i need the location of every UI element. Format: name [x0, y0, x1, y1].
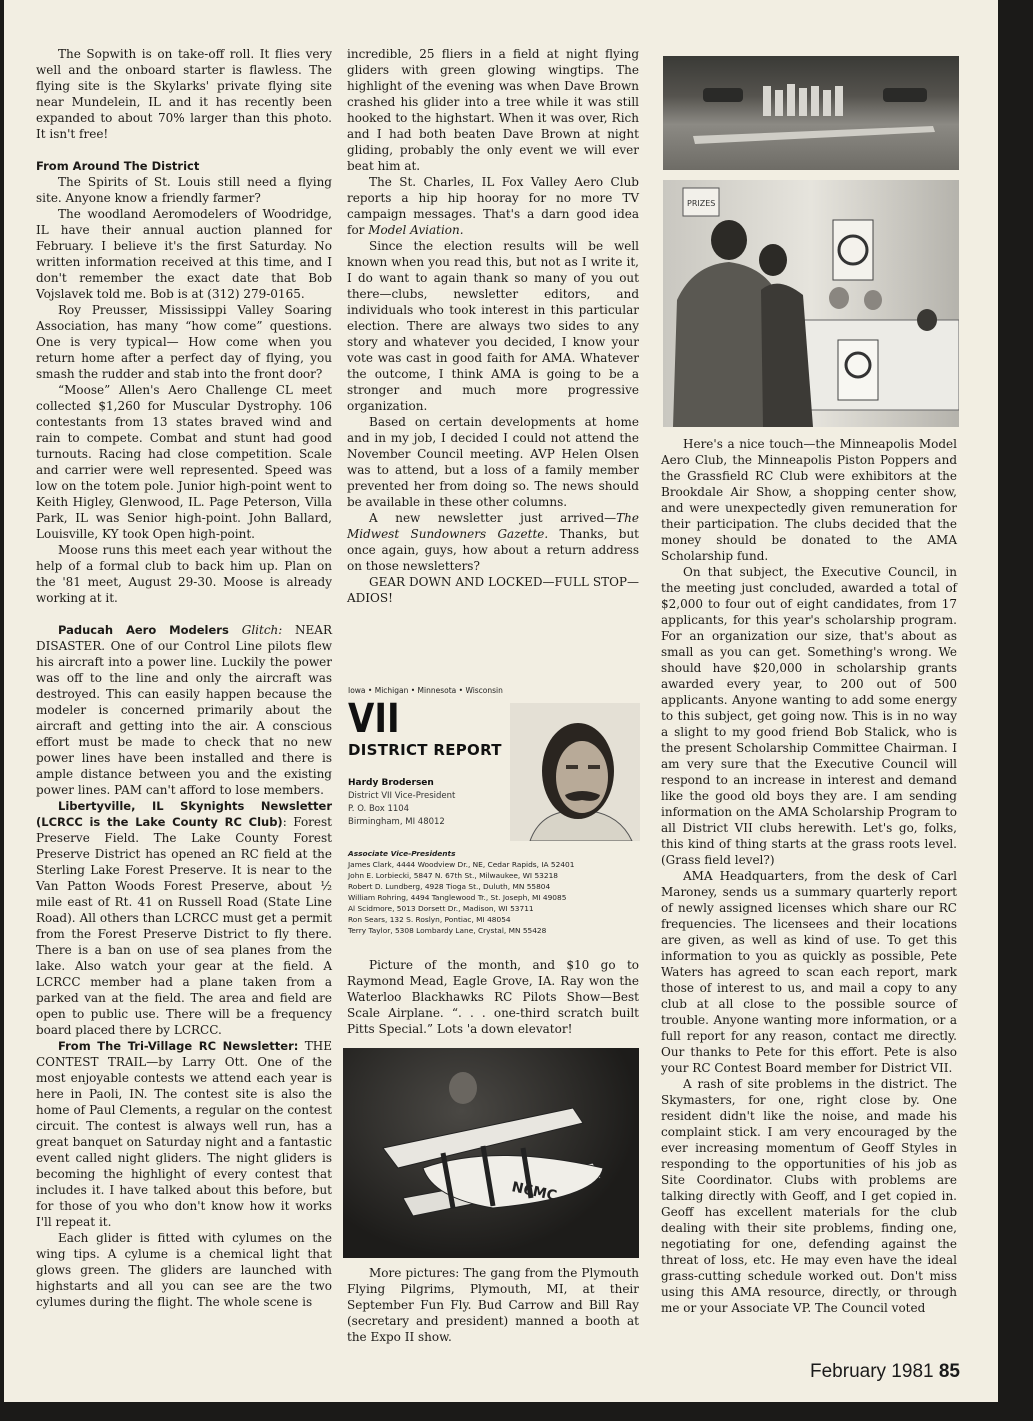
bold-lead-text: Paducah Aero Modelers	[58, 623, 242, 637]
paragraph-text: GEAR DOWN AND LOCKED—FULL STOP—ADIOS!	[347, 575, 639, 605]
bold-lead-text: Libertyville, IL Skynights Newsletter (LCRCC is the Lake County RC Club)	[36, 799, 332, 829]
paragraph-text: The Spirits of St. Louis still need a flying site. Anyone know a friendly farmer?	[36, 175, 332, 205]
article-paragraph	[347, 510, 639, 574]
avp-item: Robert D. Lundberg, 4928 Tioga St., Duluth, MN 55804	[348, 882, 551, 891]
district-report-header	[348, 686, 518, 829]
article-paragraph	[347, 238, 639, 414]
paragraph-text: NEAR DISASTER. One of our Control Line pilots flew his aircraft into a power line. Luckily the power was off to the line and only the aircraft was destroyed. This can easily happen because the modeler is concerned primarily about the aircraft and getting into the air. A conscious effort must be made to check that no new power lines have been installed and there is ample distance between you and the existing power lines. PAM can't afford to lose members.	[36, 623, 333, 797]
italic-text: The Midwest Sundowners Gazette.	[347, 511, 639, 541]
district-numeral: VII	[348, 696, 400, 742]
avp-item: Al Scidmore, 5013 Dorsett Dr., Madison, WI 53711	[348, 904, 534, 913]
article-paragraph	[347, 174, 639, 238]
author-role: District VII Vice-President	[348, 791, 456, 801]
article-paragraph	[36, 302, 332, 382]
article-paragraph	[36, 382, 332, 542]
article-paragraph	[347, 1265, 639, 1345]
article-paragraph	[347, 46, 639, 174]
booth-sign: PRIZES	[687, 199, 716, 208]
expo-booth-photo	[663, 180, 959, 427]
paragraph-text: “Moose” Allen's Aero Challenge CL meet collected $1,260 for Muscular Dystrophy. 106 contestants from 13 states braved wind and rain to compete. Combat and stunt had good turnouts. Racing had close competition. Scale and carrier were well represented. Speed was low on the totem pole. Junior high-point went to Keith Higley, Glenwood, IL. Page Peterson, Villa Park, IL was Senior high-point. John Ballard, Louisville, KY took Open high-point.	[36, 383, 332, 541]
paragraph-text: Here's a nice touch—the Minneapolis Model Aero Club, the Minneapolis Piston Poppers and the Grassfield RC Club were exhibitors at the Brookdale Air Show, a shopping center show, and were unexpectedly given remuneration for their participation. The clubs decided that the money should be donated to the AMA Scholarship fund.	[661, 437, 957, 563]
column-2-text	[347, 46, 639, 606]
article-paragraph	[661, 868, 957, 1076]
pitts-special-photo	[343, 1048, 639, 1258]
article-paragraph	[36, 798, 332, 1038]
paragraph-text: The St. Charles, IL Fox Valley Aero Club reports a hip hip hooray for no more TV campaign messages. That's a darn good idea for	[347, 175, 639, 237]
paragraph-text: A new newsletter just arrived—	[369, 511, 617, 525]
fun-fly-group-photo	[663, 56, 959, 170]
magazine-page	[4, 0, 998, 1402]
author-address-2: Birmingham, MI 48012	[348, 817, 445, 827]
article-paragraph	[36, 622, 332, 798]
biplane-image	[343, 1048, 639, 1258]
page-number: 85	[938, 1361, 960, 1382]
article-paragraph	[347, 414, 639, 510]
more-pictures-caption	[347, 1265, 639, 1345]
paragraph-text: The woodland Aeromodelers of Woodridge, IL have their annual auction planned for February. I believe it's the first Saturday. No written information received at this time, and I don't remember the exact date that Bob Vojslavek told me. Bob is at (312) 279-0165.	[36, 207, 332, 301]
paragraph-text: On that subject, the Executive Council, in the meeting just concluded, awarded a total of $2,000 to four out of eight candidates, from 17 applicants, for this year's scholarship program. For an organization our size, that's about as small as you can get. Something's wrong. We should have $20,000 in scholarship grants awarded every year, to 200 out of 500 applicants. Anyone wanting to add some energy to this subject, get going now. This is in no way a slight to my good friend Bob Stalick, who is the present Scholarship Committee Chairman. I am very sure that the Executive Council will respond to an increase in interest and demand like the good old boys they are. I am sending information on the AMA Scholarship Program to all District VII clubs herewith. Let's go, folks, this kind of thing starts at the grass roots level. (Grass field level?)	[661, 565, 957, 867]
paragraph-text: Roy Preusser, Mississippi Valley Soaring Association, has many “how come” questions. One is very typical— How come when you return home after a perfect day of flying, you smash the rudder and stab into the front door?	[36, 303, 332, 381]
bold-lead-text: From The Tri-Village RC Newsletter:	[58, 1039, 299, 1053]
italic-text: Model Aviation.	[368, 223, 464, 237]
avp-item: James Clark, 4444 Woodview Dr., NE, Cedar Rapids, IA 52401	[348, 860, 575, 869]
district-report-title: DISTRICT REPORT	[348, 741, 502, 759]
paragraph-text: AMA Headquarters, from the desk of Carl Maroney, sends us a summary quarterly report of newly assigned licenses which share our RC frequencies. The licensees and their locations are given, as well as kind of use. To get this information to you as quickly as possible, Pete Waters has agreed to scan each report, mark those of interest to us, and mail a copy to any club at all close to the possible source of trouble. Anyone wanting more information, or a full report for any reason, contact me directly. Our thanks to Pete for this effort. Pete is also your RC Contest Board member for District VII.	[661, 869, 957, 1075]
article-paragraph	[661, 564, 957, 868]
paragraph-text: incredible, 25 fliers in a field at night flying gliders with green glowing wingtips. The highlight of the evening was when Dave Brown crashed his glider into a tree while it was still hooked to the highstart. When it was over, Rich and I had both beaten Dave Brown at night gliding, probably the only event we will ever beat him at.	[347, 47, 639, 173]
bold-lead-text: From Around The District	[36, 159, 200, 173]
picture-of-month-text	[347, 957, 639, 1037]
article-paragraph	[36, 206, 332, 302]
group-image	[663, 56, 959, 170]
avp-item: John E. Lorbiecki, 5847 N. 67th St., Milwaukee, WI 53218	[348, 871, 558, 880]
article-paragraph	[36, 174, 332, 206]
avp-item: Ron Sears, 132 S. Roslyn, Pontiac, MI 48054	[348, 915, 511, 924]
author-address-1: P. O. Box 1104	[348, 804, 410, 814]
paragraph-text: THE CONTEST TRAIL—by Larry Ott. One of the most enjoyable contests we attend each year is here in Paoli, IN. The contest site is also the home of Paul Clements, a regular on the contest circuit. The contest is always well run, has a great banquet on Saturday night and a fantastic event called night gliders. The night gliders is becoming the highlight of every contest that includes it. I have talked about this before, but for those of you who don't know how it works I'll repeat it.	[36, 1039, 332, 1229]
paragraph-text: Moose runs this meet each year without the help of a formal club to back him up. Plan on the '81 meet, August 29-30. Moose is already working at it.	[36, 543, 332, 605]
paragraph-text: Based on certain developments at home and in my job, I decided I could not attend the November Council meeting. AVP Helen Olsen was to attend, but a loss of a family member prevented her from doing so. The news should be available in these other columns.	[347, 415, 639, 509]
article-paragraph	[36, 1230, 332, 1310]
paragraph-text: More pictures: The gang from the Plymouth Flying Pilgrims, Plymouth, MI, at their September Fun Fly. Bud Carrow and Bill Ray (secretary and president) manned a booth at the Expo II show.	[347, 1266, 639, 1344]
article-paragraph	[36, 542, 332, 606]
paragraph-text: Picture of the month, and $10 go to Raymond Mead, Eagle Grove, IA. Ray won the Waterloo Blackhawks RC Pilots Show—Best Scale Airplane. “. . . one-third scratch built Pitts Special.” Lots 'a down elevator!	[347, 958, 639, 1036]
author-portrait-photo	[510, 703, 640, 841]
paragraph-text: : Forest Preserve Field. The Lake County Forest Preserve District has opened an RC field at the Sterling Lake Forest Preserve. It is near to the Van Patton Woods Forest Preserve, about ½ mile east of Rt. 41 on Russell Road (State Line Road). All others than LCRCC must get a permit from the Forest Preserve District to fly there. There is a ban on use of sea planes from the lake. Also watch your gear at the field. A LCRCC member had a plane taken from a parked van at the field. The area and field are open to public use. There will be a frequency board placed there by LCRCC.	[36, 815, 332, 1037]
district-states: Iowa • Michigan • Minnesota • Wisconsin	[348, 686, 503, 695]
avp-item: William Rohring, 4494 Tanglewood Tr., St. Joseph, MI 49085	[348, 893, 567, 902]
paragraph-text: A rash of site problems in the district. The Skymasters, for one, right close by. One resident didn't like the noise, and made his complaint stick. I am very encouraged by the ever increasing momentum of Geoff Styles in responding to the opportunities of his job as Site Coordinator. Clubs with problems are talking directly with Geoff, and I get copied in. Geoff has excellent materials for the club dealing with their site problems, finding one, negotiating for one, defending against the threat of loss, etc. He may even have the ideal grass-cutting schedule worked out. Don't miss using this AMA resource, directly, or through me or your Associate VP. The Council voted	[661, 1077, 957, 1315]
article-paragraph	[347, 957, 639, 1037]
avp-item: Terry Taylor, 5308 Lombardy Lane, Crystal, MN 55428	[348, 926, 547, 935]
paragraph-text: Since the election results will be well known when you read this, but not as I write it, I do want to again thank so many of you out there—clubs, newsletter editors, and individuals who took interest in this particular election. There are always two sides to any story and whatever you decided, I know your vote was cast in good faith for AMA. Whatever the outcome, I think AMA is going to be a stronger and much more progressive organization.	[347, 239, 639, 413]
author-name: Hardy Brodersen	[348, 778, 434, 788]
plane-marking: N6MC	[510, 1179, 559, 1205]
column-3-text	[661, 436, 957, 1316]
article-paragraph	[661, 436, 957, 564]
article-paragraph	[36, 1038, 332, 1230]
paragraph-text: The Sopwith is on take-off roll. It flies very well and the onboard starter is flawless. The flying site is the Skylarks' private flying site near Mundelein, IL and it has recently been expanded to about 70% larger than this photo. It isn't free!	[36, 47, 332, 141]
article-paragraph	[347, 574, 639, 606]
article-paragraph	[661, 1076, 957, 1316]
avp-heading: Associate Vice-Presidents	[348, 849, 456, 858]
article-paragraph	[36, 158, 332, 174]
column-1	[36, 46, 332, 1310]
booth-image	[663, 180, 959, 427]
associate-vp-list	[348, 848, 648, 936]
issue-date: February 1981	[810, 1361, 934, 1382]
paragraph-text: Each glider is fitted with cylumes on the wing tips. A cylume is a chemical light that glows green. The gliders are launched with highstarts and all you can see are the two cylumes during the flight. The whole scene is	[36, 1231, 332, 1309]
paragraph-text: Thanks, but once again, guys, how about a return address on those newsletters?	[347, 527, 639, 573]
page-footer	[810, 1361, 960, 1383]
italic-text: Glitch:	[241, 623, 283, 637]
article-paragraph	[36, 46, 332, 142]
portrait-image	[510, 703, 640, 841]
